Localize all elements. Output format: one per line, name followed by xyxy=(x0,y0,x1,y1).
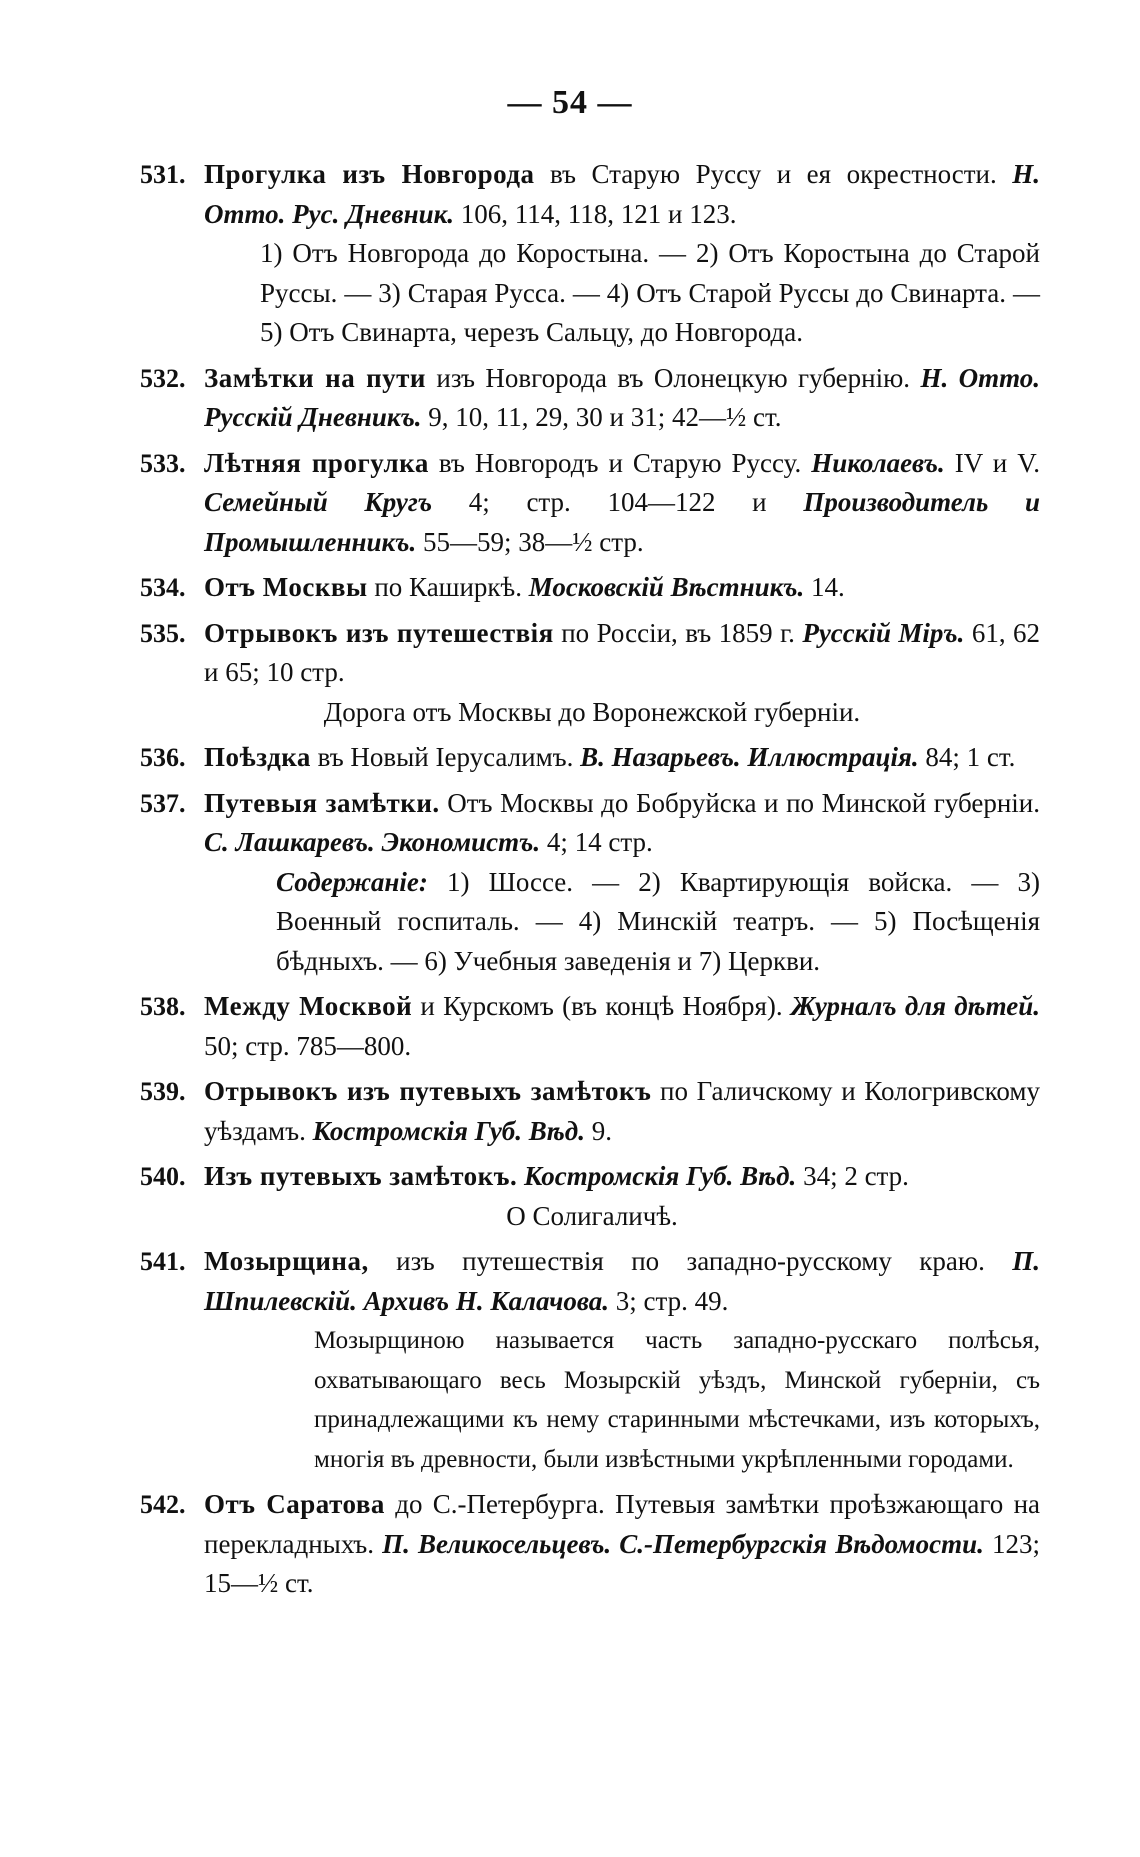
entry-ref: 50; стр. 785—800. xyxy=(204,1030,412,1061)
entry-ref: 84; 1 ст. xyxy=(918,742,1016,772)
entry-537 xyxy=(140,784,1040,982)
entry-532 xyxy=(140,359,1040,438)
entry-ref: 3; стр. 49. xyxy=(608,1285,729,1316)
entry-text xyxy=(517,1161,524,1191)
entry-note: Мозырщиною называется часть западно-русскаго полѣсья, охватывающаго весь Мозырскій уѣздъ, Минской губерніи, съ принадлежащими къ нему старинными мѣстечками, изъ которыхъ, многія въ древности, были извѣстными укрѣпленными городами. xyxy=(314,1327,1040,1473)
entry-title: Изъ путевыхъ замѣтокъ. xyxy=(204,1161,518,1191)
entry-538 xyxy=(140,987,1040,1066)
entry-title: Мозырщина, xyxy=(204,1246,369,1276)
bibliography-list xyxy=(140,155,1040,1610)
entry-text: Отъ Москвы до Бобруйска и по Минской губерніи. xyxy=(439,787,1040,818)
entry-source-3: Производитель и Промышленникъ. xyxy=(204,487,1040,557)
entry-number: 535. xyxy=(140,618,186,648)
entry-source: Н. Отто. Рус. Дневник. xyxy=(204,159,1040,229)
entry-title: Отъ Саратова xyxy=(204,1489,385,1519)
contents-label: Содержаніе: xyxy=(276,866,428,897)
entry-title: Отъ Москвы xyxy=(204,572,368,602)
entry-source: Журналъ для дѣтей. xyxy=(790,991,1040,1021)
entry-534 xyxy=(140,568,1040,608)
entry-ref-3: 55—59; 38—½ стр. xyxy=(416,526,644,557)
entry-note: О Солигаличѣ. xyxy=(506,1200,678,1231)
entry-ref: 9. xyxy=(584,1115,612,1146)
entry-title: Поѣздка xyxy=(204,742,311,772)
entry-source: Н. Отто. Русскій Дневникъ. xyxy=(204,362,1040,432)
entry-number: 536. xyxy=(140,743,186,772)
contents-text: 1) Шоссе. — 2) Квартирующія войска. — 3) Военный госпиталь. — 4) Минскій театръ. — 5) Посѣщенія бѣдныхъ. — 6) Учебныя заведенія и 7) Церкви. xyxy=(276,866,1040,976)
entry-number: 534. xyxy=(140,573,186,602)
entry-text: по Каширкѣ. xyxy=(367,572,529,602)
entry-text: и Курскомъ (въ концѣ Ноября). xyxy=(412,991,791,1021)
entry-source: Николаевъ. xyxy=(811,447,945,478)
entry-number: 539. xyxy=(140,1077,186,1106)
entry-535 xyxy=(140,614,1040,733)
entry-text: изъ путешествія по западно-русскому краю. xyxy=(368,1246,1013,1276)
page-number: — 54 — xyxy=(507,84,633,121)
entry-source: П. Шпилевскій. Архивъ Н. Калачова. xyxy=(204,1246,1040,1316)
entry-ref: IV и V. xyxy=(944,447,1041,478)
entry-number: 542. xyxy=(140,1490,186,1519)
entry-ref-2: 4; стр. 104—122 и xyxy=(432,487,804,517)
entry-title: Между Москвой xyxy=(204,991,413,1021)
entry-number: 540. xyxy=(140,1162,186,1191)
entry-text: въ Старую Руссу и ея окрестности. xyxy=(534,159,1013,189)
entry-number: 533. xyxy=(140,448,186,478)
entry-source: Русскій Міръ. xyxy=(802,617,965,648)
entry-number: 531. xyxy=(140,160,186,189)
entry-contents: 1) Отъ Новгорода до Коростына. — 2) Отъ Коростына до Старой Руссы. — 3) Старая Русса. — 4) Отъ Старой Руссы до Свинарта. — 5) Отъ Свинарта, черезъ Сальцу, до Новгорода. xyxy=(260,238,1040,347)
entry-note: Дорога отъ Москвы до Воронежской губерніи. xyxy=(323,696,861,727)
entry-title: Прогулка изъ Новгорода xyxy=(204,159,535,189)
entry-source: Костромскія Губ. Вѣд. xyxy=(523,1161,797,1191)
entry-number: 537. xyxy=(140,788,186,818)
entry-ref: 123; 15—½ ст. xyxy=(204,1528,1040,1598)
entry-title: Замѣтки на пути xyxy=(204,362,426,393)
entry-text: по Галичскому и Кологривскому уѣздамъ. xyxy=(204,1076,1040,1146)
entry-contents xyxy=(204,863,1040,982)
entry-541 xyxy=(140,1242,1040,1479)
entry-ref: 34; 2 стр. xyxy=(796,1161,909,1191)
entry-text: изъ Новгорода въ Олонецкую губернію. xyxy=(425,362,921,393)
entry-531 xyxy=(140,155,1040,353)
entry-text: по Россіи, въ 1859 г. xyxy=(553,617,803,648)
entry-source-2: Семейный Кругъ xyxy=(204,487,433,517)
entry-ref: 9, 10, 11, 29, 30 и 31; 42—½ ст. xyxy=(421,402,782,432)
entry-title: Путевыя замѣтки. xyxy=(204,787,440,818)
entry-source: Московскій Вѣстникъ. xyxy=(528,572,805,602)
entry-number: 532. xyxy=(140,363,186,393)
entry-number: 538. xyxy=(140,992,186,1021)
entry-533 xyxy=(140,444,1040,563)
entry-title: Отрывокъ изъ путевыхъ замѣтокъ xyxy=(204,1076,652,1106)
entry-text: до С.-Петербурга. Путевыя замѣтки проѣзжающаго на перекладныхъ. xyxy=(204,1489,1041,1559)
entry-539 xyxy=(140,1072,1040,1151)
entry-536 xyxy=(140,738,1040,778)
entry-source: В. Назарьевъ. Иллюстрація. xyxy=(580,742,919,772)
entry-text: въ Новгородъ и Старую Руссу. xyxy=(428,447,812,478)
entry-ref: 4; 14 стр. xyxy=(540,827,653,857)
entry-source: С. Лашкаревъ. Экономистъ. xyxy=(204,827,541,857)
entry-text: въ Новый Іерусалимъ. xyxy=(310,742,581,772)
entry-title: Отрывокъ изъ путешествія xyxy=(204,617,554,648)
entry-source: Костромскія Губ. Вѣд. xyxy=(312,1115,585,1146)
entry-title: Лѣтняя прогулка xyxy=(204,447,429,478)
entry-source: П. Великосельцевъ. С.-Петербургскія Вѣдомости. xyxy=(382,1528,984,1559)
entry-ref: 61, 62 и 65; 10 стр. xyxy=(204,617,1041,687)
entry-540 xyxy=(140,1157,1040,1236)
entry-ref: 14. xyxy=(804,572,845,602)
entry-ref: 106, 114, 118, 121 и 123. xyxy=(454,198,737,229)
entry-542 xyxy=(140,1485,1040,1604)
entry-number: 541. xyxy=(140,1247,186,1276)
